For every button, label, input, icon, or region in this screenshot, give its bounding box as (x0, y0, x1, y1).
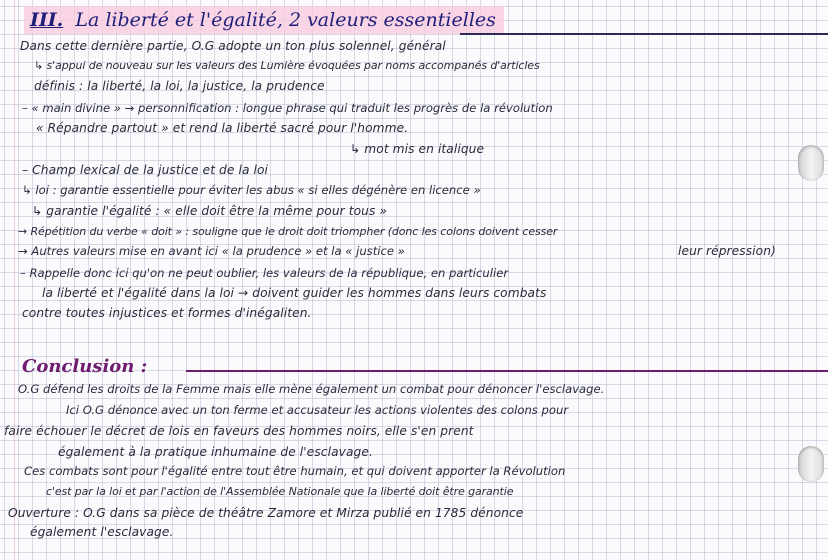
conclusion-heading: Conclusion : (22, 356, 148, 377)
note-line: leur répression) (678, 244, 776, 258)
binder-hole (798, 446, 824, 482)
conclusion-line: Ces combats sont pour l'égalité entre tout être humain, et qui doivent apporter la Révolution (24, 464, 566, 478)
heading-underline (460, 33, 828, 35)
conclusion-line: faire échouer le décret de lois en faveurs des hommes noirs, elle s'en prent (4, 424, 474, 438)
note-line: contre toutes injustices et formes d'inégaliten. (22, 306, 312, 320)
binder-hole (798, 145, 824, 181)
note-line: – Champ lexical de la justice et de la loi (22, 163, 269, 177)
conclusion-line: également l'esclavage. (30, 525, 174, 539)
note-line: → Répétition du verbe « doit » : souligne que le droit doit triompher (donc les colons doivent cesser (18, 225, 558, 238)
section-number: III. (30, 9, 64, 31)
conclusion-line: Ici O.G dénonce avec un ton ferme et accusateur les actions violentes des colons pour (66, 403, 569, 417)
section-title: La liberté et l'égalité, 2 valeurs essentielles (75, 9, 496, 31)
conclusion-line: O.G défend les droits de la Femme mais elle mène également un combat pour dénoncer l'esclavage. (18, 382, 605, 396)
note-line: → Autres valeurs mise en avant ici « la prudence » et la « justice » (18, 244, 405, 258)
conclusion-line: également à la pratique inhumaine de l'esclavage. (58, 445, 373, 459)
margin-line (14, 0, 15, 560)
note-line: la liberté et l'égalité dans la loi → doivent guider les hommes dans leurs combats (42, 286, 547, 300)
note-line: ↳ loi : garantie essentielle pour éviter les abus « si elles dégénère en licence » (22, 183, 481, 197)
conclusion-line: c'est par la loi et par l'action de l'Assemblée Nationale que la liberté doit être garantie (46, 485, 514, 498)
note-line: ↳ garantie l'égalité : « elle doit être la même pour tous » (32, 204, 388, 218)
note-line: – Rappelle donc ici qu'on ne peut oublier, les valeurs de la république, en particulier (20, 266, 509, 280)
conclusion-underline (186, 370, 828, 372)
note-line: Dans cette dernière partie, O.G adopte un ton plus solennel, général (20, 39, 446, 53)
note-line: ↳ s'appui de nouveau sur les valeurs des Lumière évoquées par noms accompanés d'articles (34, 59, 540, 72)
section-heading (24, 6, 504, 34)
note-line: « Répandre partout » et rend la liberté sacré pour l'homme. (36, 121, 409, 135)
note-line: ↳ mot mis en italique (350, 142, 485, 156)
note-line: définis : la liberté, la loi, la justice, la prudence (34, 79, 325, 93)
note-line: – « main divine » → personnification : longue phrase qui traduit les progrès de la révolution (22, 101, 553, 115)
conclusion-line: Ouverture : O.G dans sa pièce de théâtre Zamore et Mirza publié en 1785 dénonce (8, 506, 524, 520)
